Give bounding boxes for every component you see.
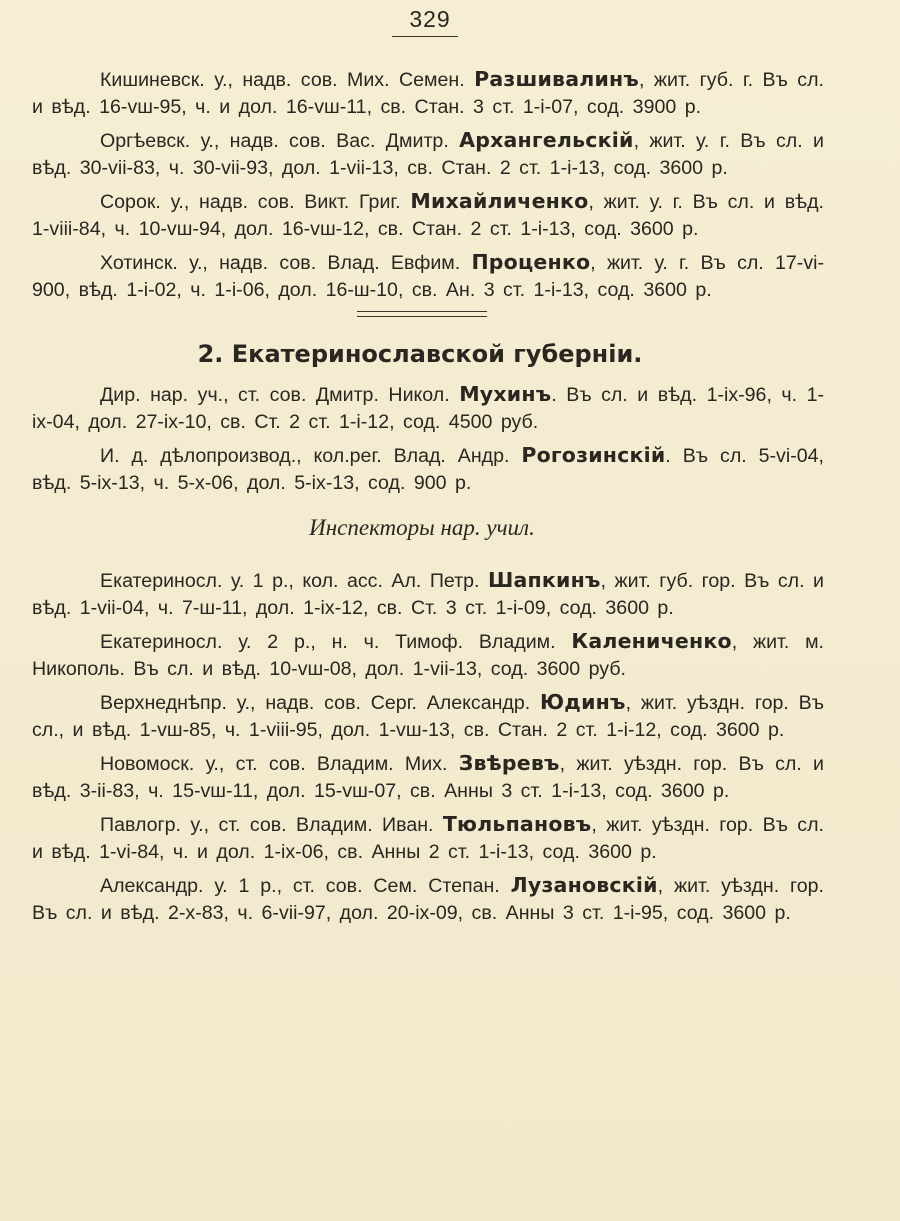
page-number: 329: [409, 6, 451, 32]
entry-shapkin: [32, 567, 824, 621]
section-title: 2. Екатеринославской губерніи.: [197, 340, 643, 368]
entry-razshivalin: [32, 66, 824, 120]
entry-details: , жит. губ. гор. Въ сл. и вѣд. 1-vii-04, ч. 7-ш-11, дол. 1-ix-12, св. Ст. 3 ст. 1-i-09, сод. 3600 р.: [32, 570, 824, 619]
entry-protsenko: [32, 249, 824, 303]
page-content: [32, 66, 824, 933]
page-number-underline: [392, 36, 458, 37]
entry-surname: Михайличенко: [410, 189, 589, 213]
entry-surname: Шапкинъ: [488, 568, 601, 592]
entry-surname: Звѣревъ: [458, 751, 560, 775]
inspectors-subheading: Инспекторы нар. учил.: [309, 515, 535, 540]
entry-position: Екатериносл. у. 1 р., кол. асс. Ал. Петр.: [100, 570, 480, 592]
section-divider: [357, 311, 487, 317]
entry-surname: Разшивалинъ: [474, 67, 639, 91]
entry-position: Верхнеднѣпр. у., надв. сов. Серг. Александр.: [100, 692, 531, 714]
entry-surname: Мухинъ: [459, 382, 552, 406]
entry-rogozinsky: [32, 442, 824, 496]
entry-yudin: [32, 689, 824, 743]
entry-position: И. д. дѣлопроизвод., кол.рег. Влад. Андр.: [100, 445, 510, 467]
entry-surname: Рогозинскій: [521, 443, 666, 467]
entry-details: , жит. уѣздн. гор. Въ сл. и вѣд. 1-vi-84, ч. и дол. 1-ix-06, св. Анны 2 ст. 1-i-13, сод. 3600 р.: [32, 814, 824, 863]
entry-zverev: [32, 750, 824, 804]
entry-details: , жит. у. г. Въ сл. 17-vi-900, вѣд. 1-i-02, ч. 1-i-06, дол. 16-ш-10, св. Ан. 3 ст. 1-i-13, сод. 3600 р.: [32, 252, 824, 301]
entry-arkhangelsky: [32, 127, 824, 181]
entry-position: Павлогр. у., ст. сов. Владим. Иван.: [100, 814, 434, 836]
entry-details: , жит. уѣздн. гор. Въ сл., и вѣд. 1-vш-85, ч. 1-viii-95, дол. 1-vш-13, св. Стан. 2 ст. 1-i-12, сод. 3600 р.: [32, 692, 824, 741]
entry-details: , жит. у. г. Въ сл. и вѣд. 30-vii-83, ч. 30-vii-93, дол. 1-vii-13, св. Стан. 2 ст. 1-i-13, сод. 3600 р.: [32, 130, 824, 179]
entry-position: Хотинск. у., надв. сов. Влад. Евфим.: [100, 252, 461, 274]
entry-mikhailichenko: [32, 188, 824, 242]
entry-surname: Калениченко: [571, 629, 732, 653]
inspector-entries: [32, 567, 824, 926]
entry-surname: Юдинъ: [540, 690, 626, 714]
entry-mukhin: [32, 381, 824, 435]
entry-tyulpanov: [32, 811, 824, 865]
entry-position: Екатериносл. у. 2 р., н. ч. Тимоф. Владим.: [100, 631, 556, 653]
entry-luzanovsky: [32, 872, 824, 926]
entry-position: Кишиневск. у., надв. сов. Мих. Семен.: [100, 69, 465, 91]
entry-position: Александр. у. 1 р., ст. сов. Сем. Степан.: [100, 875, 500, 897]
entry-position: Новомоск. у., ст. сов. Владим. Мих.: [100, 753, 448, 775]
entry-details: , жит. уѣздн. гор. Въ сл. и вѣд. 2-x-83, ч. 6-vii-97, дол. 20-ix-09, св. Анны 3 ст. 1-i-95, сод. 3600 р.: [32, 875, 824, 924]
directorate-entries: [32, 381, 824, 496]
entry-details: , жит. уѣздн. гор. Въ сл. и вѣд. 3-ii-83, ч. 15-vш-11, дол. 15-vш-07, св. Анны 3 ст. 1-i-13, сод. 3600 р.: [32, 753, 824, 802]
entry-surname: Лузановскій: [510, 873, 658, 897]
entry-details: , жит. у. г. Въ сл. и вѣд. 1-viii-84, ч. 10-vш-94, дол. 16-vш-12, св. Стан. 2 ст. 1-i-13, сод. 3600 р.: [32, 191, 824, 240]
entry-details: . Въ сл. 5-vi-04, вѣд. 5-ix-13, ч. 5-x-06, дол. 5-ix-13, сод. 900 р.: [32, 445, 824, 494]
entry-surname: Проценко: [471, 250, 591, 274]
entry-details: , жит. м. Никополь. Въ сл. и вѣд. 10-vш-08, дол. 1-vii-13, сод. 3600 руб.: [32, 631, 824, 680]
entry-position: Оргѣевск. у., надв. сов. Вас. Дмитр.: [100, 130, 449, 152]
entry-kalenichenko: [32, 628, 824, 682]
entry-surname: Тюльпановъ: [442, 812, 592, 836]
entry-position: Сорок. у., надв. сов. Викт. Григ.: [100, 191, 401, 213]
entry-position: Дир. нар. уч., ст. сов. Дмитр. Никол.: [100, 384, 450, 406]
bessarabia-entries: [32, 66, 824, 303]
entry-surname: Архангельскій: [459, 128, 634, 152]
entry-details: . Въ сл. и вѣд. 1-ix-96, ч. 1-ix-04, дол. 27-ix-10, св. Ст. 2 ст. 1-i-12, сод. 4500 руб.: [32, 384, 825, 433]
entry-details: , жит. губ. г. Въ сл. и вѣд. 16-vш-95, ч. и дол. 16-vш-11, св. Стан. 3 ст. 1-i-07, сод. 3900 р.: [32, 69, 824, 118]
